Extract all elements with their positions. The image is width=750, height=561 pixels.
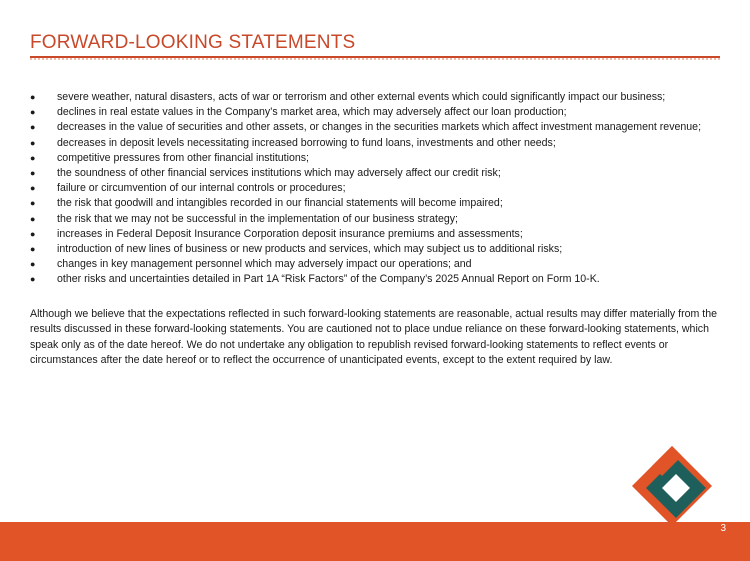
footer-bar [0,522,750,561]
list-item-text: increases in Federal Deposit Insurance Corporation deposit insurance premiums and assessments; [57,227,523,240]
list-item-text: decreases in deposit levels necessitating increased borrowing to fund loans, investments and other needs; [57,136,556,149]
list-item [30,227,720,242]
list-item [30,212,720,227]
bullet-icon: ● [30,213,36,224]
list-item [30,136,720,151]
list-item-text: other risks and uncertainties detailed in Part 1A “Risk Factors” of the Company’s 2025 Annual Report on Form 10-K. [57,273,600,286]
bullet-icon: ● [30,274,36,285]
bullet-icon: ● [30,244,36,255]
list-item [30,196,720,211]
list-item-text: decreases in the value of securities and other assets, or changes in the securities markets which affect investment management revenue; [57,121,702,134]
bullet-icon: ● [30,168,36,179]
risk-factor-list [30,90,720,288]
title-divider-shadow [30,58,720,60]
page-title: FORWARD-LOOKING STATEMENTS [30,32,356,53]
list-item-text: introduction of new lines of business or new products and services, which may subject us to additional risks; [57,243,563,256]
list-item [30,90,720,105]
list-item [30,151,720,166]
list-item [30,257,720,272]
diamond-logo-icon [630,444,714,528]
bullet-icon: ● [30,228,36,239]
bullet-icon: ● [30,259,36,270]
list-item [30,242,720,257]
list-item [30,105,720,120]
list-item-text: the risk that we may not be successful in the implementation of our business strategy; [57,212,458,225]
list-item-text: failure or circumvention of our internal controls or procedures; [57,182,346,195]
bullet-icon: ● [30,183,36,194]
bullet-icon: ● [30,122,36,133]
disclaimer-paragraph: Although we believe that the expectations reflected in such forward-looking statements are reasonable, actual results may differ materially from the results discussed in these forward-looking statements. You are cautioned not to place undue reliance on these forward-looking statements, which speak only as of the date hereof. We do not undertake any obligation to republish revised forward-looking statements to reflect events or circumstances after the date hereof or to reflect the occurrence of unanticipated events, except to the extent required by law. [30,308,717,367]
bullet-icon: ● [30,92,36,102]
list-item-text: severe weather, natural disasters, acts of war or terrorism and other external events which could significantly impact our business; [57,91,666,103]
bullet-icon: ● [30,137,36,148]
list-item-text: the soundness of other financial services institutions which may adversely affect our credit risk; [57,167,501,180]
list-item-text: the risk that goodwill and intangibles recorded in our financial statements will become impaired; [57,197,503,210]
list-item-text: declines in real estate values in the Company’s market area, which may adversely affect our loan production; [57,106,567,119]
bullet-icon: ● [30,152,36,163]
list-item-text: competitive pressures from other financial institutions; [57,151,310,164]
list-item [30,166,720,181]
bullet-icon: ● [30,107,36,118]
page-number: 3 [720,523,726,534]
list-item [30,120,720,135]
bullet-icon: ● [30,198,36,209]
list-item [30,181,720,196]
list-item [30,272,720,287]
list-item-text: changes in key management personnel which may adversely impact our operations; and [57,258,472,271]
